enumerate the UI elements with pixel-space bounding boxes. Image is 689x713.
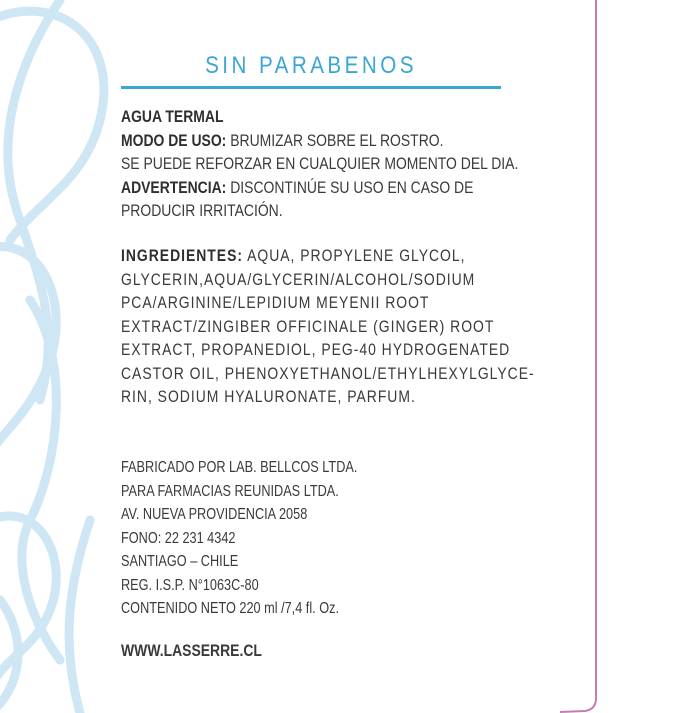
ingredients-label: INGREDIENTES:: [121, 246, 244, 265]
ingredients-line: RIN, SODIUM HYALURONATE, PARFUM.: [121, 387, 416, 406]
usage-section: [121, 105, 519, 223]
manufacturer-line: SANTIAGO – CHILE: [121, 553, 239, 570]
ingredients-line: PCA/ARGININE/LEPIDIUM MEYENII ROOT: [121, 293, 430, 312]
product-name: AGUA TERMAL: [121, 107, 224, 126]
ingredients-section: [121, 244, 535, 409]
usage-text: BRUMIZAR SOBRE EL ROSTRO.: [230, 130, 444, 150]
usage-extra: SE PUEDE REFORZAR EN CUALQUIER MOMENTO DEL DIA.: [121, 154, 519, 173]
manufacturer-line: PARA FARMACIAS REUNIDAS LTDA.: [121, 482, 339, 500]
website-link[interactable]: WWW.LASSERRE.CL: [121, 641, 262, 660]
ingredients-line: CASTOR OIL, PHENOXYETHANOL/ETHYLHEXYLGLYCE-: [121, 363, 535, 383]
title-divider: [121, 86, 501, 89]
ingredients-line: GLYCERIN,AQUA/GLYCERIN/ALCOHOL/SODIUM: [121, 269, 476, 289]
manufacturer-line: CONTENIDO NETO 220 ml /7,4 fl. Oz.: [121, 600, 340, 617]
manufacturer-line: REG. I.S.P. N°1063C-80: [121, 576, 259, 594]
ingredients-line: AQUA, PROPYLENE GLYCOL,: [247, 246, 466, 265]
label-border-line: [560, 0, 596, 712]
manufacturer-section: [121, 458, 507, 623]
title-heading: SIN PARABENOS: [205, 52, 417, 79]
usage-label: MODO DE USO:: [121, 130, 227, 150]
ingredients-line: EXTRACT/ZINGIBER OFFICINALE (GINGER) ROOT: [121, 316, 495, 336]
manufacturer-line: AV. NUEVA PROVIDENCIA 2058: [121, 506, 308, 523]
ingredients-line: EXTRACT, PROPANEDIOL, PEG-40 HYDROGENATED: [121, 340, 511, 359]
manufacturer-line: FABRICADO POR LAB. BELLCOS LTDA.: [121, 459, 358, 476]
website-section: [121, 639, 507, 663]
warning-label: ADVERTENCIA:: [121, 177, 227, 197]
warning-text-1: DISCONTINÚE SU USO EN CASO DE: [230, 177, 474, 197]
manufacturer-line: FONO: 22 231 4342: [121, 529, 236, 547]
warning-text-2: PRODUCIR IRRITACIÓN.: [121, 201, 283, 220]
